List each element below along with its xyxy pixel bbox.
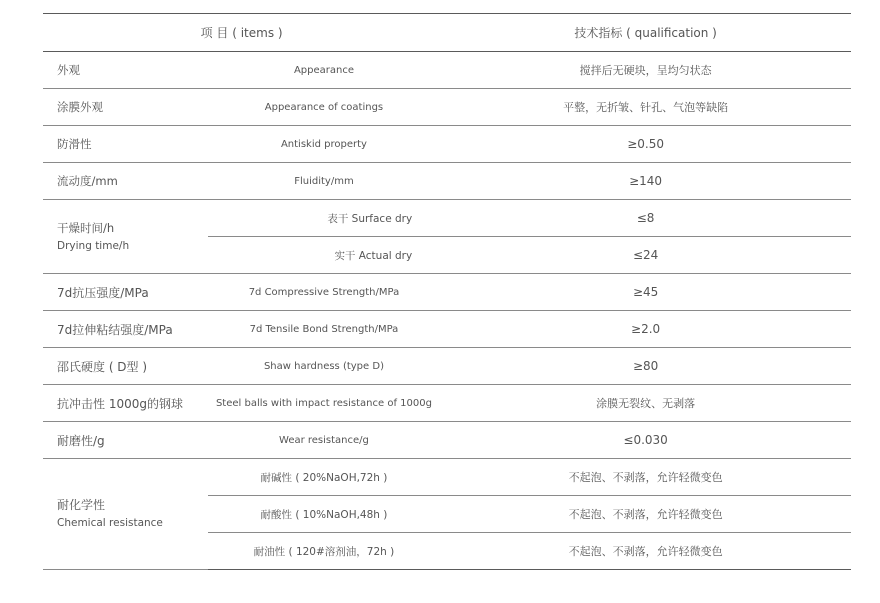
row-value: ≥0.50 [440, 126, 851, 163]
row-value: ≥80 [440, 348, 851, 385]
row-en-label: Shaw hardness (type D) [208, 348, 440, 385]
row-cn-label: 耐磨性/g [43, 422, 208, 459]
table-row [43, 311, 851, 348]
row-cn-label: 邵氏硬度 ( D型 ) [43, 348, 208, 385]
table-row-drying-surface [43, 200, 851, 237]
row-value: 搅拌后无硬块，呈均匀状态 [440, 52, 851, 89]
row-value: ≥45 [440, 274, 851, 311]
row-en-label: Wear resistance/g [208, 422, 440, 459]
row-cn-label: 外观 [43, 52, 208, 89]
row-cn-label: 7d抗压强度/MPa [43, 274, 208, 311]
chemical-resistance-cn: 耐化学性 [57, 498, 106, 512]
drying-time-en: Drying time/h [57, 239, 130, 252]
table-row [43, 89, 851, 126]
table-header-row [43, 14, 851, 52]
table-row [43, 274, 851, 311]
row-en-label: 7d Tensile Bond Strength/MPa [208, 311, 440, 348]
row-en-label: Appearance of coatings [208, 89, 440, 126]
row-cn-label: 涂膜外观 [43, 89, 208, 126]
chemical-resistance-label [43, 459, 208, 570]
table-row-chemical-alkali [43, 459, 851, 496]
table-row [43, 348, 851, 385]
row-value: ≤24 [440, 237, 851, 274]
row-en-label: 7d Compressive Strength/MPa [208, 274, 440, 311]
sub-item-label: 实干 Actual dry [208, 237, 440, 274]
row-value: ≥2.0 [440, 311, 851, 348]
drying-time-cn: 干燥时间/h [57, 220, 115, 235]
chemical-resistance-en: Chemical resistance [57, 517, 163, 529]
table-row [43, 385, 851, 422]
table-row [43, 422, 851, 459]
table-row [43, 52, 851, 89]
row-value: 平整，无折皱、针孔、气泡等缺陷 [440, 89, 851, 126]
header-items: 项 目 ( items ) [43, 14, 440, 52]
row-en-label: Appearance [208, 52, 440, 89]
row-value: 涂膜无裂纹、无剥落 [440, 385, 851, 422]
row-en-label: Antiskid property [208, 126, 440, 163]
row-en-label: Steel balls with impact resistance of 1000g [208, 385, 440, 422]
row-cn-label: 防滑性 [43, 126, 208, 163]
header-qualification: 技术指标 ( qualification ) [440, 14, 851, 52]
row-value: 不起泡、不剥落，允许轻微变色 [440, 459, 851, 496]
table-row [43, 163, 851, 200]
spec-table [43, 13, 851, 570]
row-value: 不起泡、不剥落，允许轻微变色 [440, 496, 851, 533]
sub-item-label: 表干 Surface dry [208, 200, 440, 237]
row-cn-label: 7d拉伸粘结强度/MPa [43, 311, 208, 348]
row-value: ≥140 [440, 163, 851, 200]
sub-item-label: 耐酸性 ( 10%NaOH,48h ) [208, 496, 440, 533]
row-value: ≤0.030 [440, 422, 851, 459]
row-value: ≤8 [440, 200, 851, 237]
drying-time-label [43, 200, 208, 274]
sub-item-label: 耐碱性 ( 20%NaOH,72h ) [208, 459, 440, 496]
row-cn-label: 流动度/mm [43, 163, 208, 200]
row-cn-label: 抗冲击性 1000g的钢球 [43, 385, 208, 422]
sub-item-label: 耐油性 ( 120#溶剂油，72h ) [208, 533, 440, 570]
table-row [43, 126, 851, 163]
row-en-label: Fluidity/mm [208, 163, 440, 200]
row-value: 不起泡、不剥落，允许轻微变色 [440, 533, 851, 570]
